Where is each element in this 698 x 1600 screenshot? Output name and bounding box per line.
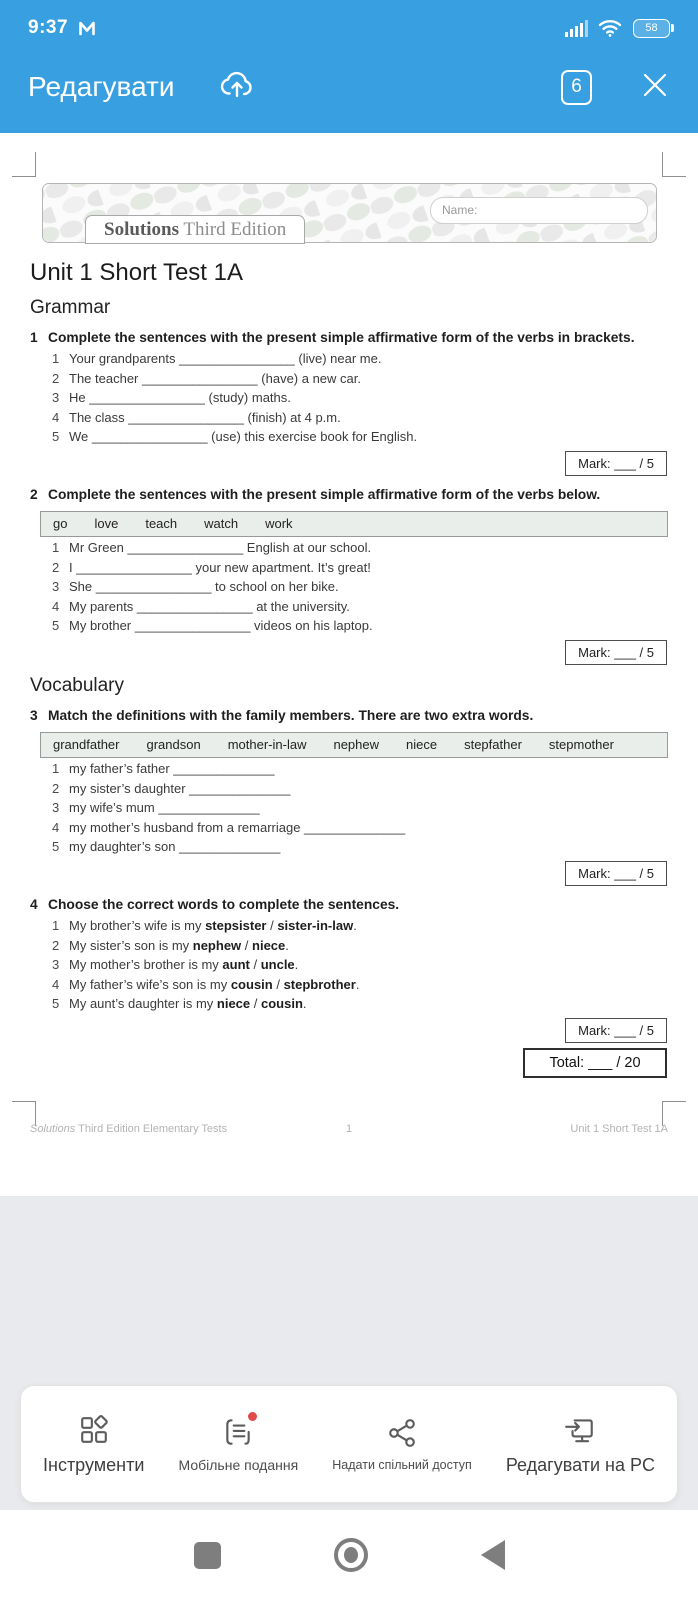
word-bank-item: grandfather bbox=[53, 737, 120, 752]
list-item: 3 He ________________ (study) maths. bbox=[52, 390, 291, 405]
exercise-number: 1 bbox=[30, 330, 38, 345]
mobile-view-icon bbox=[222, 1415, 254, 1449]
list-item: 5 We ________________ (use) this exercise book for English. bbox=[52, 429, 418, 444]
notification-dot bbox=[248, 1412, 257, 1421]
list-item: 3 My mother’s brother is my aunt / uncle. bbox=[52, 957, 299, 972]
battery-percent: 58 bbox=[645, 22, 658, 34]
brand-edition: Third Edition bbox=[178, 218, 287, 240]
exercise-4-items bbox=[0, 918, 698, 1012]
upload-button[interactable] bbox=[217, 67, 257, 108]
word-bank-item: niece bbox=[406, 737, 438, 752]
signal-icon bbox=[565, 19, 589, 37]
choice-word: niece bbox=[216, 996, 251, 1011]
choice-word: niece bbox=[252, 937, 286, 953]
sentence: My aunt’s daughter is my niece / cousin. bbox=[69, 996, 307, 1011]
list-item: 4 The class ________________ (finish) at 4 p.m. bbox=[52, 409, 341, 425]
exercise-2-heading bbox=[30, 485, 667, 505]
list-item: 5 My aunt’s daughter is my niece / cousin. bbox=[52, 996, 307, 1011]
cloud-upload-icon bbox=[217, 67, 257, 103]
exercise-2-items bbox=[0, 540, 698, 634]
sentence: My sister’s son is my nephew / niece. bbox=[69, 937, 289, 953]
sentence: my mother’s husband from a remarriage ______________ bbox=[69, 819, 406, 835]
exercise-number: 3 bbox=[30, 708, 38, 723]
grammar-heading: Grammar bbox=[30, 297, 111, 318]
list-item: 2 I ________________ your new apartment. It’s great! bbox=[52, 559, 371, 575]
battery-icon bbox=[633, 19, 674, 38]
choice-word: stepsister bbox=[205, 918, 267, 933]
android-nav-bar bbox=[0, 1510, 698, 1600]
sentence: The teacher ________________ (have) a new car. bbox=[69, 370, 361, 386]
exercise-instruction: Complete the sentences with the present simple affirmative form of the verbs below. bbox=[48, 487, 601, 502]
exercise-3-items bbox=[0, 761, 698, 855]
word-bank-item: stepfather bbox=[464, 737, 522, 752]
mark-box: Mark: ___ / 5 bbox=[565, 861, 667, 886]
share-icon bbox=[387, 1416, 417, 1450]
choice-word: cousin bbox=[260, 996, 303, 1011]
test-header-banner bbox=[42, 183, 657, 243]
page-footer bbox=[30, 1123, 668, 1135]
tools-button[interactable] bbox=[43, 1413, 144, 1476]
sentence: He ________________ (study) maths. bbox=[69, 390, 291, 405]
list-item: 4 My parents ________________ at the university. bbox=[52, 598, 350, 614]
page-count-value: 6 bbox=[571, 76, 582, 97]
word-bank-item: go bbox=[53, 516, 68, 531]
exercise-number: 4 bbox=[30, 897, 38, 912]
sentence: My brother’s wife is my stepsister / sister-in-law. bbox=[69, 918, 357, 933]
status-bar bbox=[0, 0, 698, 46]
sentence: My mother’s brother is my aunt / uncle. bbox=[69, 957, 299, 972]
choice-word: aunt bbox=[222, 957, 250, 972]
crop-mark bbox=[12, 152, 36, 177]
sentence: I ________________ your new apartment. It’s great! bbox=[69, 559, 371, 575]
list-item: 1 My brother’s wife is my stepsister / sister-in-law. bbox=[52, 918, 357, 933]
word-bank-item: work bbox=[265, 516, 293, 531]
close-button[interactable] bbox=[640, 70, 670, 105]
sentence: Your grandparents ________________ (live) near me. bbox=[69, 351, 382, 366]
home-button[interactable] bbox=[334, 1538, 368, 1572]
list-item: 2 The teacher ________________ (have) a new car. bbox=[52, 370, 361, 386]
list-item: 4 My father’s wife’s son is my cousin / stepbrother. bbox=[52, 976, 360, 992]
list-item: 1 my father’s father ______________ bbox=[52, 761, 275, 776]
sentence: my wife’s mum ______________ bbox=[69, 800, 260, 815]
edit-on-pc-button[interactable] bbox=[506, 1413, 655, 1476]
sentence: My parents ________________ at the university. bbox=[69, 598, 350, 614]
list-item: 1 Your grandparents ________________ (live) near me. bbox=[52, 351, 382, 366]
edit-on-pc-label: Редагувати на PC bbox=[505, 1454, 655, 1475]
sentence: my sister’s daughter ______________ bbox=[69, 780, 291, 796]
list-item: 3 She ________________ to school on her bike. bbox=[52, 579, 339, 594]
sentence: my father’s father ______________ bbox=[69, 761, 275, 776]
word-bank bbox=[40, 732, 668, 758]
exercise-1-items bbox=[0, 351, 698, 445]
tools-grid-icon bbox=[79, 1413, 109, 1447]
sentence: The class ________________ (finish) at 4 p.m. bbox=[69, 409, 341, 425]
mobile-view-button[interactable] bbox=[179, 1415, 299, 1473]
word-bank-item: nephew bbox=[333, 737, 380, 752]
document-canvas bbox=[0, 133, 698, 1510]
share-label: Надати спільний доступ bbox=[332, 1458, 472, 1472]
edit-toolbar bbox=[0, 46, 698, 128]
sentence: My brother ________________ videos on his laptop. bbox=[69, 618, 373, 633]
exercise-1-heading bbox=[30, 328, 667, 348]
app-header bbox=[0, 0, 698, 133]
test-title: Unit 1 Short Test 1A bbox=[30, 259, 243, 286]
page-count-badge[interactable] bbox=[561, 70, 592, 105]
total-box: Total: ___ / 20 bbox=[523, 1048, 667, 1078]
choice-word: sister-in-law bbox=[277, 918, 354, 933]
exercise-4-heading bbox=[30, 895, 667, 915]
footer-series: Solutions Third Edition Elementary Tests bbox=[30, 1123, 228, 1135]
sentence: My father’s wife’s son is my cousin / stepbrother. bbox=[69, 976, 360, 992]
clock: 9:37 bbox=[28, 17, 69, 38]
list-item: 2 My sister’s son is my nephew / niece. bbox=[52, 937, 289, 953]
crop-mark bbox=[662, 152, 686, 177]
list-item: 5 My brother ________________ videos on his laptop. bbox=[52, 618, 373, 633]
list-item: 5 my daughter’s son ______________ bbox=[52, 839, 281, 854]
exercise-3-heading bbox=[30, 706, 667, 726]
recents-button[interactable] bbox=[194, 1542, 221, 1569]
exercise-number: 2 bbox=[30, 487, 38, 502]
word-bank-item: grandson bbox=[146, 737, 201, 752]
tools-label: Інструменти bbox=[43, 1454, 145, 1475]
canvas-background bbox=[0, 1196, 698, 1510]
list-item: 3 my wife’s mum ______________ bbox=[52, 800, 260, 815]
word-bank-item: love bbox=[94, 516, 119, 531]
sentence: She ________________ to school on her bike. bbox=[69, 579, 339, 594]
document-page[interactable] bbox=[0, 133, 698, 1196]
word-bank-item: mother-in-law bbox=[227, 737, 307, 752]
brand-name: Solutions bbox=[104, 218, 179, 240]
mark-box: Mark: ___ / 5 bbox=[565, 451, 667, 476]
exercise-instruction: Match the definitions with the family members. There are two extra words. bbox=[48, 708, 534, 723]
exercise-instruction: Choose the correct words to complete the sentences. bbox=[48, 897, 400, 912]
footer-test-name: Unit 1 Short Test 1A bbox=[570, 1123, 669, 1135]
word-bank-item: stepmother bbox=[548, 737, 614, 752]
list-item: 4 my mother’s husband from a remarriage ______________ bbox=[52, 819, 406, 835]
list-item: 2 my sister’s daughter ______________ bbox=[52, 780, 291, 796]
brand-tab bbox=[85, 215, 305, 244]
home-icon bbox=[344, 1547, 358, 1563]
choice-word: nephew bbox=[192, 937, 242, 953]
wifi-icon bbox=[598, 18, 624, 38]
sentence: Mr Green ________________ English at our school. bbox=[69, 540, 372, 555]
choice-word: stepbrother bbox=[283, 976, 356, 992]
back-button[interactable] bbox=[481, 1540, 505, 1570]
share-button[interactable] bbox=[332, 1416, 471, 1472]
mark-box: Mark: ___ / 5 bbox=[565, 640, 667, 665]
footer-page-number: 1 bbox=[345, 1123, 353, 1135]
bottom-toolbar bbox=[20, 1385, 678, 1503]
list-item: 1 Mr Green ________________ English at our school. bbox=[52, 540, 372, 555]
word-bank-item: watch bbox=[204, 516, 239, 531]
name-field-label: Name: bbox=[442, 203, 478, 217]
word-bank bbox=[40, 511, 668, 537]
gmail-notification-icon bbox=[77, 18, 97, 38]
exercise-instruction: Complete the sentences with the present simple affirmative form of the verbs in brackets. bbox=[48, 330, 635, 345]
page-title: Редагувати bbox=[28, 71, 175, 102]
name-field bbox=[430, 197, 648, 224]
choice-word: uncle bbox=[260, 957, 295, 972]
sentence: my daughter’s son ______________ bbox=[69, 839, 281, 854]
sentence: We ________________ (use) this exercise book for English. bbox=[69, 429, 418, 444]
vocabulary-heading: Vocabulary bbox=[30, 675, 125, 696]
edit-on-pc-icon bbox=[564, 1413, 596, 1447]
choice-word: cousin bbox=[230, 976, 273, 992]
mark-box: Mark: ___ / 5 bbox=[565, 1018, 667, 1043]
mobile-view-label: Мобільне подання bbox=[178, 1457, 299, 1473]
close-icon bbox=[640, 70, 670, 100]
word-bank-item: teach bbox=[145, 516, 178, 531]
